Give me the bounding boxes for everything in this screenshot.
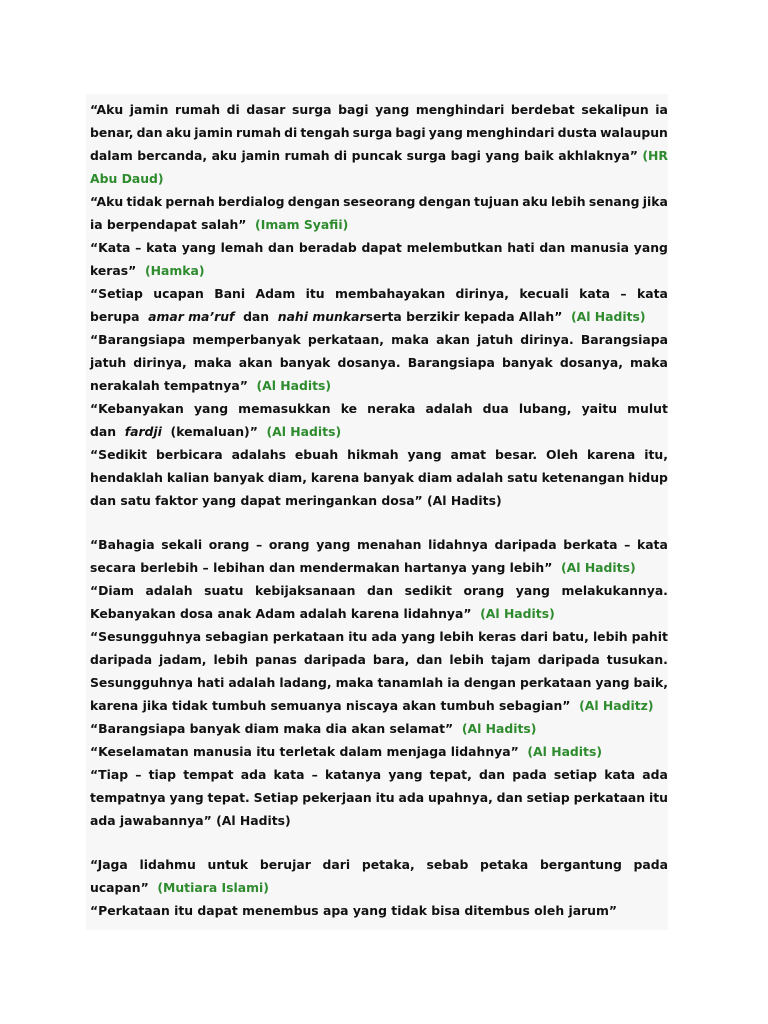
text-word: pada (633, 857, 668, 872)
text-word: setiap (553, 767, 598, 782)
text-word: tempatnya (90, 790, 166, 805)
text-word: – (135, 240, 142, 255)
text-word: surga (406, 148, 447, 163)
text-word: dengan (418, 194, 471, 209)
text-word: adalah (456, 470, 504, 485)
text-word: rumah (174, 102, 221, 117)
text-word: Adam (255, 286, 296, 301)
text-word: kebijaksanaan (255, 583, 356, 598)
text-word: “Jaga (90, 857, 128, 872)
text-word: yang (485, 148, 520, 163)
text-word: yang (407, 447, 442, 462)
text-line (90, 878, 668, 898)
document-page (86, 94, 668, 930)
text-word: dan (136, 125, 163, 140)
text-line (90, 855, 668, 875)
text-word: kata (273, 767, 305, 782)
text-word: berdebat (510, 102, 575, 117)
text-word: di (226, 102, 240, 117)
text-word: sebab (426, 857, 469, 872)
text-word: “Tiap (90, 767, 129, 782)
text-word: banyak (279, 355, 331, 370)
text-word: itu (648, 790, 668, 805)
text-word: karena (587, 447, 636, 462)
text-word: baik, (633, 675, 668, 690)
text-word: memperbanyak (192, 332, 301, 347)
text-word: hikmah (347, 447, 399, 462)
text-word: “Kata (90, 240, 131, 255)
text-word: itu (375, 790, 395, 805)
text-line (90, 719, 668, 739)
text-word: tengah (300, 125, 350, 140)
text-word: membahayakan (335, 286, 446, 301)
text-word: di (284, 125, 298, 140)
text-word: tempat (183, 767, 234, 782)
text-word: kata (579, 286, 611, 301)
text-word: tidak (126, 194, 163, 209)
text-word: pada (512, 767, 547, 782)
text-run: dan satu faktor yang dapat meringankan dosa” (Al Hadits) (90, 493, 502, 508)
text-word: lubang, (518, 401, 572, 416)
text-word: lebih (213, 652, 249, 667)
text-line (90, 307, 668, 327)
text-word: hidup (628, 470, 668, 485)
text-word: melakukannya. (561, 583, 668, 598)
text-word: perkataan (573, 790, 646, 805)
text-word: tepat, (429, 767, 472, 782)
text-word: sekalipun (581, 102, 649, 117)
text-word: yang (633, 240, 668, 255)
text-word: petaka, (361, 857, 415, 872)
text-word: bagi (338, 102, 369, 117)
text-run: keras” (90, 263, 145, 278)
text-word: “Kebanyakan (90, 401, 184, 416)
text-word: baik (524, 148, 554, 163)
text-word: lidahnya (428, 537, 488, 552)
text-word: kata (637, 286, 668, 301)
quote-source: (Al Hadits) (266, 424, 342, 439)
text-word: aku (211, 148, 237, 163)
text-word: bercanda, (137, 148, 208, 163)
text-word: tujuan (474, 194, 520, 209)
text-word: yang (515, 583, 550, 598)
text-line (90, 215, 668, 235)
text-word: kata (604, 767, 636, 782)
text-word: banyak (363, 470, 414, 485)
text-word: memasukkan (238, 401, 331, 416)
text-word: ada (240, 767, 267, 782)
text-word: itu, (644, 447, 668, 462)
text-word: yang (316, 537, 351, 552)
text-word: benar, (90, 125, 134, 140)
text-word: – (620, 286, 627, 301)
text-word: akan (436, 332, 470, 347)
text-word: kata (636, 537, 668, 552)
text-word: orang (208, 537, 250, 552)
text-word: pekerjaan (302, 790, 372, 805)
text-word: orang (463, 583, 505, 598)
text-word: dirinya, (455, 286, 509, 301)
text-word: karena (310, 470, 360, 485)
text-run: dan (234, 309, 278, 324)
text-word: bara, (372, 652, 410, 667)
text-word: lebih (550, 194, 586, 209)
text-word: yang (169, 790, 204, 805)
text-word: hendaklah (90, 470, 163, 485)
quote-source: (HR (642, 148, 668, 163)
text-word: yang (595, 675, 630, 690)
text-word: yang (375, 102, 410, 117)
text-word: yang (401, 629, 436, 644)
text-word: adalah (425, 401, 473, 416)
text-word: lebih (449, 652, 484, 667)
text-word: jatuh (476, 332, 514, 347)
text-word: manusia (570, 240, 630, 255)
text-word: beradab (298, 240, 357, 255)
text-line (90, 535, 668, 555)
text-word: dari (322, 857, 351, 872)
italic-term: nahi munkar (277, 309, 366, 324)
text-word: sedikit (404, 583, 452, 598)
text-word: jamin (194, 125, 233, 140)
text-run: ucapan” (90, 880, 158, 895)
text-word: aku (165, 125, 192, 140)
text-word: jamin (241, 148, 281, 163)
text-word: – (135, 767, 142, 782)
text-word: menahan (356, 537, 422, 552)
text-line (90, 742, 668, 762)
text-line (90, 581, 668, 601)
text-word: Sesungguhnya (90, 675, 193, 690)
text-word: dua (482, 401, 509, 416)
text-word: yang (428, 125, 463, 140)
text-run: karena jika tidak tumbuh semuanya niscaya akan tumbuh sebagian” (90, 698, 580, 713)
text-line (90, 284, 668, 304)
text-word: ladang, (279, 675, 332, 690)
text-line (90, 330, 668, 350)
text-line (90, 376, 668, 396)
italic-term: amar ma’ruf (148, 309, 235, 324)
text-line (90, 123, 668, 143)
text-word: berujar (259, 857, 311, 872)
text-word: dosanya, (559, 355, 623, 370)
text-word: adalah (145, 583, 193, 598)
text-word: jatuh (90, 355, 127, 370)
text-word: tajam (490, 652, 531, 667)
text-run: “Keselamatan manusia itu terletak dalam menjaga lidahnya” (90, 744, 528, 759)
text-word: ada (371, 629, 397, 644)
text-word: pahit (631, 629, 668, 644)
text-word: seseorang (343, 194, 416, 209)
text-word: setiap (526, 790, 570, 805)
text-word: adalahs (231, 447, 286, 462)
text-word: “Setiap (90, 286, 143, 301)
text-word: “Barangsiapa (90, 332, 186, 347)
text-word: banyak (213, 470, 264, 485)
quote-source: (Mutiara Islami) (157, 880, 269, 895)
text-word: yang (193, 401, 229, 416)
text-word: perkataan (519, 675, 592, 690)
text-line (90, 100, 668, 120)
quote-source: (Al Hadits) (256, 378, 332, 393)
text-word: “Bahagia (90, 537, 155, 552)
text-word: “Aku (90, 194, 124, 209)
text-word: yaitu (581, 401, 618, 416)
text-word: akhlaknya” (558, 148, 638, 163)
text-word: dengan (463, 675, 516, 690)
text-word: bergantung (539, 857, 622, 872)
text-line (90, 238, 668, 258)
text-word: bagi (395, 125, 426, 140)
text-run: serta berzikir kepada Allah” (365, 309, 571, 324)
text-word: besar. (495, 447, 538, 462)
text-word: dirinya, (133, 355, 187, 370)
text-word: “Aku (90, 102, 124, 117)
text-word: ke (340, 401, 358, 416)
text-word: maka (630, 355, 668, 370)
quote-source: (Al Hadits) (527, 744, 603, 759)
quote-source: (Imam Syafii) (255, 217, 349, 232)
text-word: walaupun (600, 125, 668, 140)
text-word: ucapan (153, 286, 204, 301)
text-word: akan (238, 355, 273, 370)
text-line (90, 811, 668, 831)
text-word: Bani (214, 286, 246, 301)
text-word: upahnya, (427, 790, 493, 805)
text-word: dan (539, 240, 566, 255)
text-word: lidahmu (139, 857, 196, 872)
text-word: dan (268, 240, 295, 255)
text-word: dapat (361, 240, 402, 255)
italic-term: fardji (124, 424, 162, 439)
text-word: yang (388, 767, 423, 782)
text-word: – (311, 767, 318, 782)
text-word: “Sedikit (90, 447, 147, 462)
text-run: ia berpendapat salah” (90, 217, 256, 232)
text-word: dan (496, 790, 523, 805)
text-word: orang (268, 537, 310, 552)
text-word: itu (305, 286, 325, 301)
text-word: daripada (303, 652, 366, 667)
text-word: suatu (204, 583, 244, 598)
text-word: maka (391, 332, 429, 347)
text-word: mulut (627, 401, 668, 416)
text-word: “Diam (90, 583, 134, 598)
text-word: ia (655, 102, 668, 117)
text-run: ada jawabannya” (Al Hadits) (90, 813, 291, 828)
text-line (90, 261, 668, 281)
text-word: Barangsiapa (407, 355, 495, 370)
text-line (90, 399, 668, 419)
text-word: maka (335, 675, 374, 690)
text-run: secara berlebih – lebihan dan mendermakan hartanya yang lebih” (90, 560, 561, 575)
text-run: dan (90, 424, 125, 439)
text-line (90, 491, 668, 511)
quote-source: (Al Haditz) (579, 698, 654, 713)
text-word: melembutkan (406, 240, 503, 255)
text-word: adalah (228, 675, 276, 690)
text-word: surga (352, 125, 393, 140)
text-word: tusukan. (606, 652, 668, 667)
text-line (90, 192, 668, 212)
quote-source: (Hamka) (144, 263, 205, 278)
text-word: – (624, 537, 631, 552)
text-line (90, 604, 668, 624)
text-word: ebuah (294, 447, 339, 462)
text-word: di (334, 148, 348, 163)
text-run: “Barangsiapa banyak diam maka dia akan selamat” (90, 721, 462, 736)
text-word: dalam (90, 148, 133, 163)
text-run: berupa (90, 309, 149, 324)
text-word: ada (642, 767, 668, 782)
quote-source: (Al Hadits) (561, 560, 636, 575)
text-word: yang (181, 240, 216, 255)
quote-source: (Al Hadits) (461, 721, 537, 736)
text-word: berkata (563, 537, 618, 552)
text-word: Oleh (546, 447, 579, 462)
text-word: tepat. (207, 790, 250, 805)
text-line (90, 169, 668, 189)
text-word: aku (522, 194, 548, 209)
text-line (90, 558, 668, 578)
text-word: banyak (501, 355, 553, 370)
text-word: jadam, (159, 652, 207, 667)
text-word: dasar (246, 102, 286, 117)
text-word: jika (642, 194, 668, 209)
quote-source: (Al Hadits) (570, 309, 646, 324)
text-word: tiap (148, 767, 177, 782)
text-word: keras (478, 629, 517, 644)
text-line (90, 627, 668, 647)
text-word: dusta (557, 125, 597, 140)
text-word: sekali (161, 537, 203, 552)
text-run: “Perkataan itu dapat menembus apa yang tidak bisa ditembus oleh jarum” (90, 903, 618, 918)
text-word: daripada (494, 537, 557, 552)
text-line (90, 765, 668, 785)
text-line (90, 422, 668, 442)
quote-source: (Al Hadits) (480, 606, 555, 621)
text-word: amat (450, 447, 487, 462)
text-word: katanya (324, 767, 382, 782)
text-line (90, 673, 668, 693)
text-word: panas (255, 652, 297, 667)
quote-source: Abu Daud) (90, 171, 164, 186)
text-word: dan (478, 767, 506, 782)
text-line (90, 445, 668, 465)
text-word: – (256, 537, 263, 552)
text-word: kata (146, 240, 177, 255)
text-word: ketenangan (541, 470, 625, 485)
text-line (90, 353, 668, 373)
text-line (90, 788, 668, 808)
text-word: satu (507, 470, 538, 485)
text-word: lebih (439, 629, 474, 644)
text-word: dan (367, 583, 394, 598)
text-word: neraka (367, 401, 416, 416)
text-word: berbicara (155, 447, 223, 462)
text-word: “Sesungguhnya (90, 629, 202, 644)
text-word: daripada (537, 652, 600, 667)
text-word: puncak (351, 148, 403, 163)
text-word: berdialog (218, 194, 285, 209)
text-word: diam, (267, 470, 307, 485)
text-word: ada (398, 790, 425, 805)
text-run: Kebanyakan dosa anak Adam adalah karena lidahnya” (90, 606, 481, 621)
text-word: untuk (207, 857, 249, 872)
text-word: diam (417, 470, 453, 485)
text-word: dan (416, 652, 443, 667)
text-word: hati (507, 240, 535, 255)
text-line (90, 901, 668, 921)
text-word: ia (447, 675, 460, 690)
text-line (90, 696, 668, 716)
text-word: rumah (235, 125, 282, 140)
text-line (90, 146, 668, 166)
text-line (90, 650, 668, 670)
text-word: menghindari (466, 125, 555, 140)
text-word: Setiap (253, 790, 299, 805)
text-word: lemah (220, 240, 264, 255)
text-word: sebagian (205, 629, 269, 644)
text-word: dari (520, 629, 548, 644)
text-word: hati (196, 675, 225, 690)
text-line (90, 468, 668, 488)
text-word: jamin (129, 102, 169, 117)
text-word: daripada (90, 652, 153, 667)
text-word: kalian (166, 470, 210, 485)
text-word: kecuali (519, 286, 569, 301)
text-word: batu, (552, 629, 589, 644)
text-run: nerakalah tempatnya” (90, 378, 257, 393)
text-word: tanamlah (377, 675, 444, 690)
text-word: menghindari (415, 102, 505, 117)
text-run: (kemaluan)” (161, 424, 267, 439)
text-word: lebih (592, 629, 628, 644)
text-word: perkataan (272, 629, 345, 644)
text-word: Barangsiapa (580, 332, 668, 347)
text-word: senang (588, 194, 640, 209)
text-word: dosanya. (337, 355, 401, 370)
text-word: itu (348, 629, 368, 644)
text-word: rumah (284, 148, 330, 163)
text-word: dengan (287, 194, 340, 209)
text-word: maka (193, 355, 232, 370)
text-word: perkataan, (307, 332, 385, 347)
text-word: pernah (165, 194, 215, 209)
text-word: surga (292, 102, 332, 117)
text-word: petaka (480, 857, 529, 872)
text-word: dirinya. (520, 332, 574, 347)
text-word: bagi (450, 148, 481, 163)
